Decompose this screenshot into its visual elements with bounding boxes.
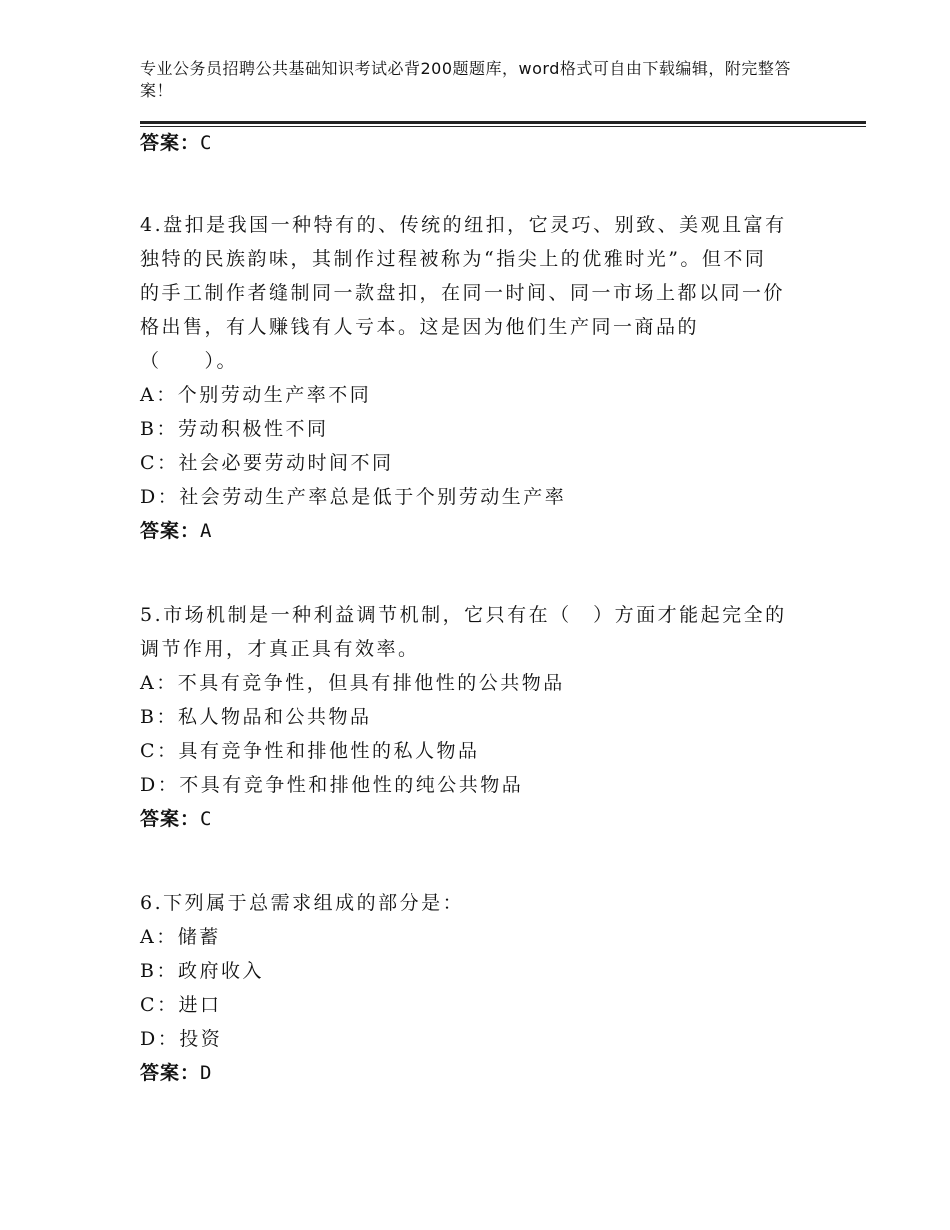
option-a: A：不具有竞争性，但具有排他性的公共物品 bbox=[140, 672, 565, 694]
answer-label: 答案： bbox=[140, 132, 201, 154]
header-rule-thick bbox=[140, 121, 866, 124]
question-stem-line: 的手工制作者缝制同一款盘扣，在同一时间、同一市场上都以同一价 bbox=[140, 282, 786, 304]
option-b: B：劳动积极性不同 bbox=[140, 418, 329, 440]
answer-label: 答案： bbox=[140, 808, 201, 830]
option-c: C：具有竞争性和排他性的私人物品 bbox=[140, 740, 480, 762]
answer-line bbox=[140, 1056, 820, 1090]
question-number: 5. bbox=[140, 604, 164, 626]
answer-value: D bbox=[200, 1062, 213, 1084]
question-stem-line: 4.盘扣是我国一种特有的、传统的纽扣，它灵巧、别致、美观且富有 bbox=[140, 214, 787, 236]
option-b: B：政府收入 bbox=[140, 960, 264, 982]
question-stem-line: 6.下列属于总需求组成的部分是： bbox=[140, 892, 465, 914]
question-content bbox=[140, 126, 820, 1090]
page-header: 专业公务员招聘公共基础知识考试必背200题题库，word格式可自由下载编辑，附完整答案！ bbox=[140, 59, 791, 100]
option-c: C：社会必要劳动时间不同 bbox=[140, 452, 394, 474]
answer-value: C bbox=[200, 132, 213, 154]
question-stem-line: 格出售，有人赚钱有人亏本。这是因为他们生产同一商品的 bbox=[140, 316, 700, 338]
question-stem-line: 5.市场机制是一种利益调节机制，它只有在（ ）方面才能起完全的 bbox=[140, 604, 787, 626]
question-5 bbox=[140, 598, 820, 836]
option-d: D：投资 bbox=[140, 1028, 223, 1050]
answer-value: A bbox=[200, 520, 213, 542]
option-a: A：个别劳动生产率不同 bbox=[140, 384, 372, 406]
answer-label: 答案： bbox=[140, 1062, 201, 1084]
option-d: D：不具有竞争性和排他性的纯公共物品 bbox=[140, 774, 524, 796]
question-stem-line: （ ）。 bbox=[140, 350, 239, 372]
answer-line bbox=[140, 514, 820, 548]
question-4 bbox=[140, 208, 820, 548]
answer-value: C bbox=[200, 808, 213, 830]
question-number: 4. bbox=[140, 214, 164, 236]
answer-line bbox=[140, 126, 820, 160]
question-6 bbox=[140, 886, 820, 1090]
option-c: C：进口 bbox=[140, 994, 222, 1016]
answer-line bbox=[140, 802, 820, 836]
question-stem-line: 独特的民族韵味，其制作过程被称为“指尖上的优雅时光”。但不同 bbox=[140, 248, 767, 270]
option-b: B：私人物品和公共物品 bbox=[140, 706, 372, 728]
option-a: A：储蓄 bbox=[140, 926, 221, 948]
question-number: 6. bbox=[140, 892, 164, 914]
option-d: D：社会劳动生产率总是低于个别劳动生产率 bbox=[140, 486, 567, 508]
answer-label: 答案： bbox=[140, 520, 201, 542]
question-stem-line: 调节作用，才真正具有效率。 bbox=[140, 638, 420, 660]
